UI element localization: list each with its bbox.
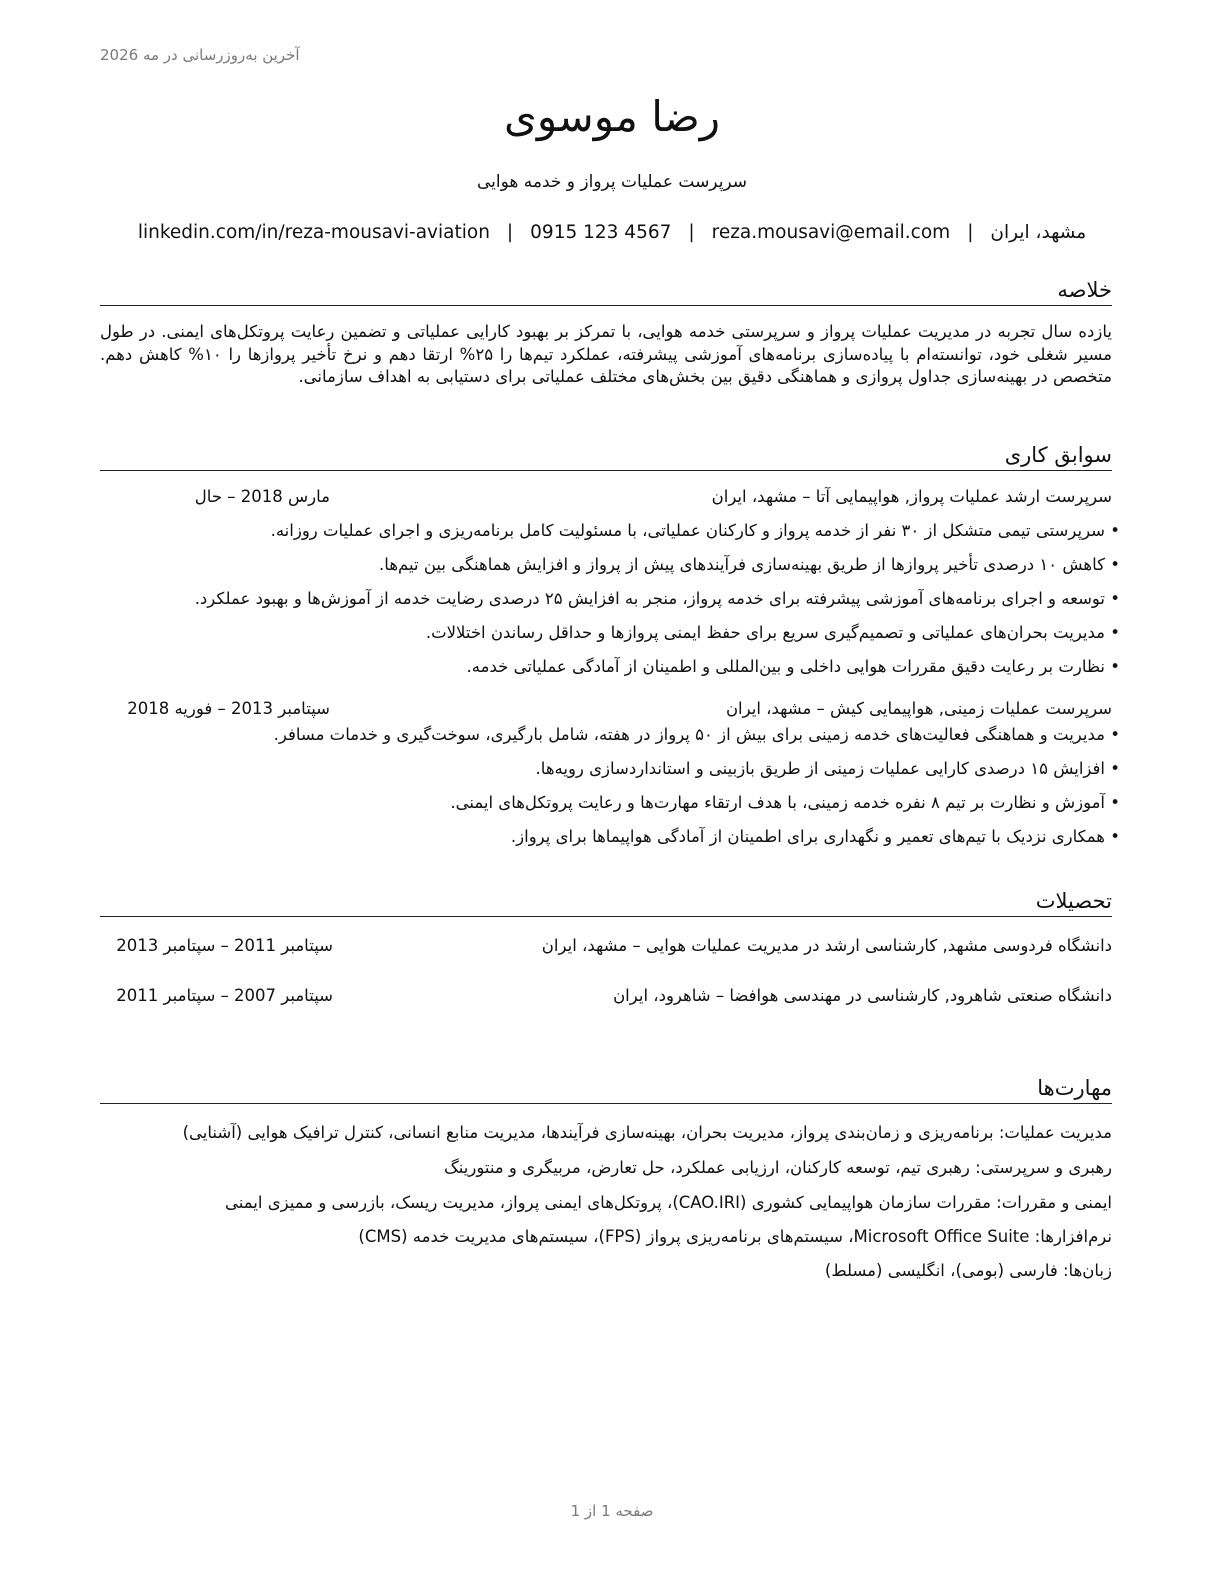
- list-item: • نظارت بر رعایت دقیق مقررات هوایی داخلی و بین‌المللی و اطمینان از آمادگی عملیاتی خدمه.: [88, 655, 1120, 679]
- job-entry: [100, 485, 1112, 679]
- job-heading: سرپرست عملیات زمینی, هواپیمایی کیش – مشهد، ایران: [725, 699, 1112, 718]
- separator: |: [967, 222, 974, 243]
- job-date: سپتامبر 2013 – فوریه 2018: [127, 699, 330, 718]
- skill-line: ایمنی و مقررات: مقررات سازمان هواپیمایی کشوری (CAO.IRI)، پروتکل‌های ایمنی پرواز، مدیریت ریسک، بازرسی و ممیزی ایمنی: [225, 1193, 1112, 1212]
- education-date: سپتامبر 2011 – سپتامبر 2013: [116, 936, 333, 955]
- last-updated-note: آخرین به‌روزرسانی در مه 2026: [100, 46, 300, 64]
- job-bullets: [88, 519, 1120, 679]
- education-heading: دانشگاه فردوسی مشهد, کارشناسی ارشد در مدیریت عملیات هوایی – مشهد، ایران: [541, 936, 1112, 955]
- contact-phone: 0915 123 4567: [530, 222, 672, 243]
- job-entry: [100, 697, 1112, 849]
- skill-line: مدیریت عملیات: برنامه‌ریزی و زمان‌بندی پرواز، مدیریت بحران، بهینه‌سازی فرآیندها، مدیریت منابع انسانی، کنترل ترافیک هوایی (آشنایی): [182, 1123, 1112, 1142]
- list-item: • توسعه و اجرای برنامه‌های آموزشی پیشرفته برای خدمه پرواز، منجر به افزایش ۲۵ درصدی رضایت خدمه از آموزش‌ها و بهبود عملکرد.: [88, 587, 1120, 611]
- list-item: • مدیریت و هماهنگی فعالیت‌های خدمه زمینی برای بیش از ۵۰ پرواز در هفته، شامل بارگیری، سوخت‌گیری و خدمات مسافر.: [100, 723, 1120, 747]
- skill-line: زبان‌ها: فارسی (بومی)، انگلیسی (مسلط): [824, 1261, 1112, 1280]
- separator: |: [688, 222, 695, 243]
- section-title-education: تحصیلات: [100, 887, 1112, 917]
- job-header: [100, 697, 1112, 721]
- job-header: [100, 485, 1112, 509]
- section-title-summary: خلاصه: [100, 276, 1112, 306]
- list-item: • کاهش ۱۰ درصدی تأخیر پروازها از طریق بهینه‌سازی فرآیندهای پیش از پرواز و افزایش هماهنگی بین تیم‌ها.: [88, 553, 1120, 577]
- job-date: مارس 2018 – حال: [194, 487, 330, 506]
- contact-line: [100, 222, 1124, 243]
- candidate-name: رضا موسوی: [503, 92, 721, 141]
- experience-section: [100, 441, 1112, 849]
- summary-section: [100, 276, 1112, 389]
- skill-line: رهبری و سرپرستی: رهبری تیم، توسعه کارکنان، ارزیابی عملکرد، حل تعارض، مربیگری و منتورینگ: [444, 1158, 1112, 1177]
- skill-line: نرم‌افزارها: Microsoft Office Suite، سیستم‌های برنامه‌ریزی پرواز (FPS)، سیستم‌های مدیریت خدمه (CMS): [358, 1227, 1112, 1246]
- contact-linkedin[interactable]: linkedin.com/in/reza-mousavi-aviation: [137, 222, 490, 243]
- section-title-skills: مهارت‌ها: [100, 1074, 1112, 1104]
- page-number: صفحه 1 از 1: [570, 1502, 654, 1520]
- section-title-experience: سوابق کاری: [100, 441, 1112, 471]
- job-bullets: [100, 723, 1120, 849]
- skills-section: [100, 1074, 1112, 1283]
- job-title: سرپرست عملیات پرواز و خدمه هوایی: [476, 172, 748, 192]
- summary-text: یازده سال تجربه در مدیریت عملیات پرواز و سرپرستی خدمه هوایی، با تمرکز بر بهبود کارایی عملیاتی و تضمین رعایت پروتکل‌های ایمنی. در طول مسیر شغلی خود، توانسته‌ام با پیاده‌سازی برنامه‌های آموزشی پیشرفته، عملکرد تیم‌ها را ۲۵% ارتقا دهم و نرخ تأخیر پروازها را ۱۰% کاهش دهم. متخصص در بهینه‌سازی جداول پروازی و هماهنگی دقیق بین بخش‌های مختلف عملیاتی برای دستیابی به اهداف سازمانی.: [100, 322, 1113, 386]
- education-section: [100, 887, 1112, 1009]
- list-item: • آموزش و نظارت بر تیم ۸ نفره خدمه زمینی، با هدف ارتقاء مهارت‌ها و رعایت پروتکل‌های ایمنی.: [100, 791, 1120, 815]
- education-heading: دانشگاه صنعتی شاهرود, کارشناسی در مهندسی هوافضا – شاهرود، ایران: [613, 986, 1112, 1005]
- list-item: • مدیریت بحران‌های عملیاتی و تصمیم‌گیری سریع برای حفظ ایمنی پروازها و حداقل رساندن اختلالات.: [88, 621, 1120, 645]
- education-date: سپتامبر 2007 – سپتامبر 2011: [116, 986, 333, 1005]
- list-item: • افزایش ۱۵ درصدی کارایی عملیات زمینی از طریق بازبینی و استانداردسازی رویه‌ها.: [100, 757, 1120, 781]
- contact-location: مشهد، ایران: [990, 222, 1087, 243]
- separator: |: [506, 222, 514, 243]
- list-item: • سرپرستی تیمی متشکل از ۳۰ نفر از خدمه پرواز و کارکنان عملیاتی، با مسئولیت کامل برنامه‌ریزی و اجرای عملیات روزانه.: [88, 519, 1120, 543]
- list-item: • همکاری نزدیک با تیم‌های تعمیر و نگهداری برای اطمینان از آمادگی هواپیماها برای پرواز.: [100, 825, 1120, 849]
- education-entry: [100, 983, 1112, 1009]
- contact-email[interactable]: reza.mousavi@email.com: [711, 222, 951, 243]
- job-heading: سرپرست ارشد عملیات پرواز, هواپیمایی آتا – مشهد، ایران: [711, 487, 1112, 506]
- education-entry: [100, 933, 1112, 959]
